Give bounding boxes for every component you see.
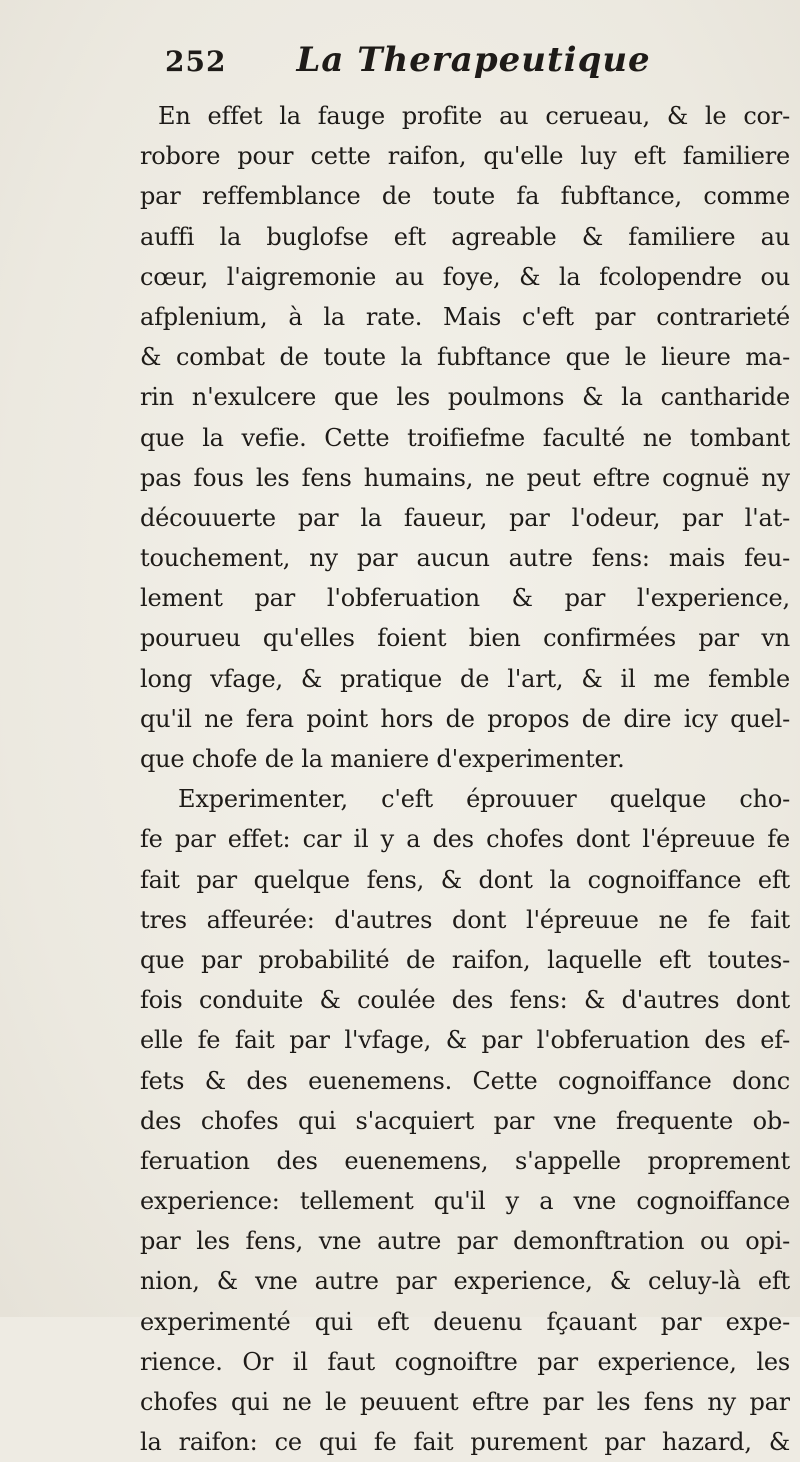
text-line: fait par quelque fens, & dont la cognoiffance eft [140, 865, 790, 894]
text-line: experimenté qui eft deuenu fçauant par expe- [140, 1307, 790, 1336]
text-line: lement par l'obferuation & par l'experience, [140, 584, 790, 613]
text-line: des chofes qui s'acquiert par vne frequente ob- [140, 1106, 790, 1135]
text-line: Experimenter, c'eft éprouuer quelque cho- [178, 785, 790, 814]
text-line: touchement, ny par aucun autre fens: mais feu- [140, 544, 790, 573]
text-line: par reffemblance de toute fa fubftance, comme [140, 182, 790, 211]
text-line: pourueu qu'elles foient bien confirmées par vn [140, 624, 790, 653]
text-line: cœur, l'aigremonie au foye, & la fcolopendre ou [140, 262, 790, 291]
text-line: elle fe fait par l'vfage, & par l'obferuation des ef- [140, 1026, 790, 1055]
text-line: rience. Or il faut cognoiftre par experience, les [140, 1347, 790, 1376]
page-number: 252 [165, 45, 227, 78]
text-line: tres affeurée: d'autres dont l'épreuue ne fe fait [140, 905, 790, 934]
text-line: pas fous les fens humains, ne peut eftre cognuë ny [140, 463, 790, 492]
text-line: que par probabilité de raifon, laquelle eft toutes- [140, 945, 790, 974]
text-line: nion, & vne autre par experience, & celuy-là eft [140, 1267, 790, 1296]
text-line: feruation des euenemens, s'appelle proprement [140, 1146, 790, 1175]
text-line: que chofe de la maniere d'experimenter. [140, 745, 625, 773]
text-line: & combat de toute la fubftance que le lieure ma- [140, 343, 790, 372]
text-line: afplenium, à la rate. Mais c'eft par contrarieté [140, 302, 790, 331]
text-line: fois conduite & coulée des fens: & d'autres dont [140, 986, 790, 1015]
text-line: qu'il ne fera point hors de propos de dire icy quel- [140, 704, 790, 733]
text-line: que la vefie. Cette troifiefme faculté ne tombant [140, 423, 790, 452]
text-line: En effet la fauge profite au cerueau, & le cor- [158, 102, 790, 130]
text-line: robore pour cette raifon, qu'elle luy eft familiere [140, 142, 790, 171]
text-line: fe par effet: car il y a des chofes dont l'épreuue fe [140, 825, 790, 854]
text-line: chofes qui ne le peuuent eftre par les fens ny par [140, 1388, 790, 1416]
text-line: découuerte par la faueur, par l'odeur, par l'at- [140, 503, 790, 532]
text-line: auffi la buglofse eft agreable & familiere au [140, 222, 790, 251]
text-line: long vfage, & pratique de l'art, & il me femble [140, 664, 790, 693]
page-header [165, 40, 651, 90]
text-line: experience: tellement qu'il y a vne cognoiffance [140, 1187, 790, 1216]
text-line: la raifon: ce qui fe fait purement par hazard, & [140, 1428, 790, 1457]
body-text [140, 96, 790, 1462]
text-line: par les fens, vne autre par demonftration ou opi- [140, 1227, 790, 1256]
text-line: fets & des euenemens. Cette cognoiffance donc [140, 1066, 790, 1095]
text-line: rin n'exulcere que les poulmons & la cantharide [140, 383, 790, 412]
running-title: La Therapeutique [296, 40, 651, 80]
